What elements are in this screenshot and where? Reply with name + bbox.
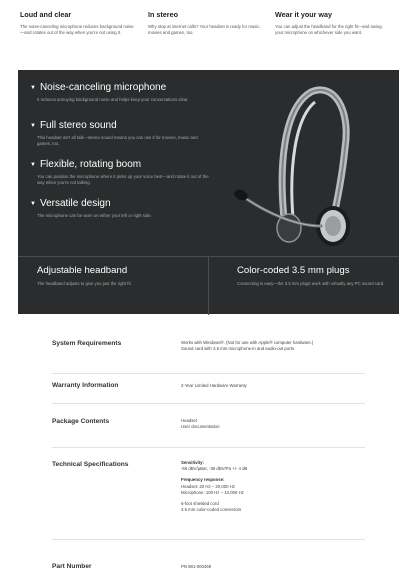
spec-label: Part Number: [52, 563, 92, 570]
specs-table: [52, 326, 365, 574]
band-adjustable-headband: [37, 265, 197, 287]
dark-feature-text: This headset isn't all talk—stereo sound means you can use it for movies, music and games, too.: [37, 135, 198, 147]
band-color-coded-plugs: [237, 265, 397, 287]
spec-value: Sensitivity: -56 dBV/µBar, -36 dBV/Pa +/- 4 dB Frequency response: Headset: 20 Hz – 20,000 Hz Microphone: 100 Hz – 10,000 Hz 6-foot shielded cord 3.5 mm color-coded connectors: [181, 460, 248, 513]
spec-value: 2-Year Limited Hardware Warranty: [181, 383, 247, 388]
chevron-down-icon: ▼: [30, 161, 36, 168]
headset-image: [223, 78, 363, 250]
band-title: Color-coded 3.5 mm plugs: [237, 265, 350, 276]
dark-feature-panel: [18, 70, 399, 256]
dark-feature-title: Flexible, rotating boom: [39, 159, 142, 170]
feature-text: The noise-canceling microphone reduces background noise—and rotates out of the way when you're not using it.: [20, 24, 134, 36]
dark-feature-text: It reduces annoying background noise and helps keep your conversations clear.: [37, 97, 189, 102]
feature-title: Loud and clear: [20, 10, 72, 19]
spec-label: System Requirements: [52, 340, 122, 347]
dark-feature-stereo[interactable]: [30, 120, 210, 147]
chevron-down-icon: ▼: [30, 84, 36, 91]
feature-text: You can adjust the headband for the right fit—and swing your microphone on whichever side you want.: [275, 24, 382, 36]
spec-row-package: [52, 404, 365, 448]
dark-feature-noise-canceling[interactable]: [30, 82, 210, 103]
feature-loud-and-clear: [20, 10, 135, 36]
feature-title: In stereo: [148, 10, 178, 19]
feature-wear-it-your-way: [275, 10, 390, 36]
chevron-down-icon: ▼: [30, 122, 36, 129]
dark-feature-title: Full stereo sound: [39, 120, 117, 131]
feature-in-stereo: [148, 10, 263, 36]
spec-label: Technical Specifications: [52, 461, 129, 468]
spec-row-technical: [52, 448, 365, 540]
spec-row-part-number: [52, 540, 365, 574]
dark-feature-versatile[interactable]: [30, 198, 210, 219]
feature-title: Wear it your way: [275, 10, 332, 19]
band-text: The headband adjusts to give you just the right fit.: [37, 281, 132, 286]
spec-label: Warranty Information: [52, 382, 119, 389]
spec-value: PN 981-000459: [181, 564, 212, 569]
dark-feature-boom[interactable]: [30, 159, 210, 186]
spec-row-system: [52, 326, 365, 374]
dark-feature-title: Versatile design: [39, 198, 111, 209]
dark-band: [18, 256, 399, 314]
chevron-down-icon: ▼: [30, 200, 36, 207]
spec-value: Works with Windows®. (Not for use with Apple® computer hardware.) Sound card with 3.5 mm microphone-in and audio-out ports: [181, 340, 314, 352]
top-features: [0, 0, 416, 70]
spec-label: Package Contents: [52, 418, 110, 425]
spec-row-warranty: [52, 374, 365, 404]
band-text: Connecting is easy—the 3.5 mm plugs work with virtually any PC sound card.: [237, 281, 385, 286]
dark-feature-text: You can position the microphone where it picks up your voice best—and rotate it out of the way when you're not talking.: [37, 174, 209, 186]
dark-feature-text: The microphone can be worn on either your left or right side.: [37, 213, 152, 218]
band-title: Adjustable headband: [37, 265, 128, 276]
dark-feature-title: Noise-canceling microphone: [39, 82, 167, 93]
feature-text: Why stop at internet calls? Your headset is ready for music, movies and games, too.: [148, 24, 261, 36]
band-divider: [208, 257, 209, 315]
spec-value: Headset User documentation: [181, 418, 220, 430]
